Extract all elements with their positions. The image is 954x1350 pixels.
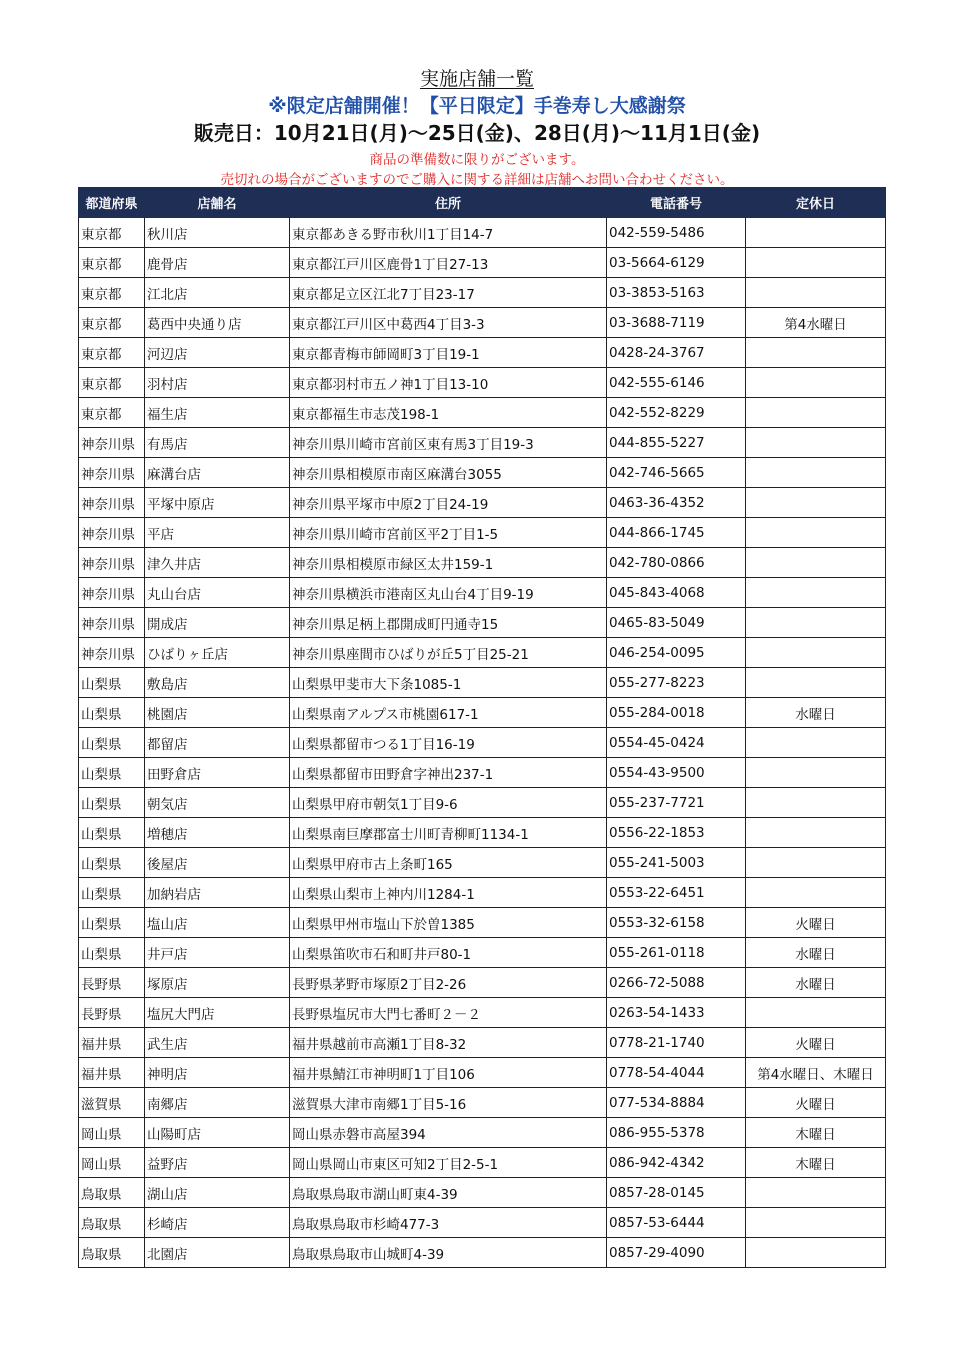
phone-cell: 077-534-8884 — [607, 1088, 746, 1118]
store-name-cell: 後屋店 — [145, 848, 290, 878]
table-row — [79, 248, 886, 278]
campaign-subtitle: ※限定店舗開催！【平日限定】手巻寿し大感謝祭 — [268, 95, 686, 117]
store-name-cell: 塩尻大門店 — [145, 998, 290, 1028]
inquiry-note: 売切れの場合がございますのでご購入に関する詳細は店舗へお問い合わせください。 — [220, 172, 734, 188]
holiday-cell — [746, 848, 886, 878]
store-name-cell: 益野店 — [145, 1148, 290, 1178]
store-name-cell: 田野倉店 — [145, 758, 290, 788]
phone-cell: 0857-28-0145 — [607, 1178, 746, 1208]
holiday-cell: 水曜日 — [746, 968, 886, 998]
prefecture-cell: 神奈川県 — [79, 578, 145, 608]
holiday-cell — [746, 608, 886, 638]
phone-cell: 0554-43-9500 — [607, 758, 746, 788]
prefecture-cell: 山梨県 — [79, 878, 145, 908]
holiday-cell — [746, 548, 886, 578]
phone-cell: 03-3853-5163 — [607, 278, 746, 308]
table-row — [79, 1178, 886, 1208]
table-row — [79, 338, 886, 368]
address-cell: 東京都あきる野市秋川1丁目14-7 — [290, 218, 607, 248]
address-cell: 東京都江戸川区鹿骨1丁目27-13 — [290, 248, 607, 278]
store-name-cell: 杉崎店 — [145, 1208, 290, 1238]
store-name-cell: 有馬店 — [145, 428, 290, 458]
address-cell: 神奈川県相模原市南区麻溝台3055 — [290, 458, 607, 488]
phone-cell: 0263-54-1433 — [607, 998, 746, 1028]
address-cell: 岡山県岡山市東区可知2丁目2-5-1 — [290, 1148, 607, 1178]
address-cell: 長野県塩尻市大門七番町２－２ — [290, 998, 607, 1028]
table-row — [79, 1088, 886, 1118]
phone-cell: 0857-53-6444 — [607, 1208, 746, 1238]
holiday-cell: 木曜日 — [746, 1148, 886, 1178]
address-cell: 山梨県都留市つる1丁目16-19 — [290, 728, 607, 758]
store-name-cell: 秋川店 — [145, 218, 290, 248]
phone-cell: 042-746-5665 — [607, 458, 746, 488]
store-name-cell: 都留店 — [145, 728, 290, 758]
phone-cell: 03-5664-6129 — [607, 248, 746, 278]
phone-cell: 055-284-0018 — [607, 698, 746, 728]
table-row — [79, 1148, 886, 1178]
table-row — [79, 1238, 886, 1268]
holiday-cell — [746, 668, 886, 698]
table-row — [79, 278, 886, 308]
prefecture-cell: 鳥取県 — [79, 1208, 145, 1238]
holiday-cell — [746, 488, 886, 518]
store-name-cell: 江北店 — [145, 278, 290, 308]
address-cell: 東京都福生市志茂198-1 — [290, 398, 607, 428]
prefecture-cell: 東京都 — [79, 218, 145, 248]
store-name-cell: 神明店 — [145, 1058, 290, 1088]
address-cell: 山梨県甲府市朝気1丁目9-6 — [290, 788, 607, 818]
holiday-cell: 第4水曜日 — [746, 308, 886, 338]
store-name-cell: 湖山店 — [145, 1178, 290, 1208]
table-row — [79, 908, 886, 938]
holiday-cell: 木曜日 — [746, 1118, 886, 1148]
table-row — [79, 758, 886, 788]
address-cell: 岡山県赤磐市高屋394 — [290, 1118, 607, 1148]
table-row — [79, 1028, 886, 1058]
table-row — [79, 998, 886, 1028]
phone-cell: 0554-45-0424 — [607, 728, 746, 758]
prefecture-cell: 福井県 — [79, 1058, 145, 1088]
table-row — [79, 728, 886, 758]
prefecture-cell: 岡山県 — [79, 1118, 145, 1148]
prefecture-cell: 山梨県 — [79, 698, 145, 728]
store-name-cell: 福生店 — [145, 398, 290, 428]
store-name-cell: 北園店 — [145, 1238, 290, 1268]
address-cell: 山梨県甲州市塩山下於曽1385 — [290, 908, 607, 938]
phone-cell: 042-780-0866 — [607, 548, 746, 578]
holiday-cell — [746, 788, 886, 818]
table-row — [79, 518, 886, 548]
table-row — [79, 488, 886, 518]
phone-cell: 03-3688-7119 — [607, 308, 746, 338]
address-cell: 東京都羽村市五ノ神1丁目13-10 — [290, 368, 607, 398]
holiday-cell: 水曜日 — [746, 938, 886, 968]
table-row — [79, 1118, 886, 1148]
table-row — [79, 668, 886, 698]
phone-cell: 0465-83-5049 — [607, 608, 746, 638]
prefecture-cell: 山梨県 — [79, 848, 145, 878]
table-row — [79, 638, 886, 668]
holiday-cell — [746, 998, 886, 1028]
address-cell: 山梨県南アルプス市桃園617-1 — [290, 698, 607, 728]
address-cell: 東京都足立区江北7丁目23-17 — [290, 278, 607, 308]
store-name-cell: 平店 — [145, 518, 290, 548]
store-name-cell: ひばりヶ丘店 — [145, 638, 290, 668]
header-phone: 電話番号 — [607, 188, 746, 218]
phone-cell: 0857-29-4090 — [607, 1238, 746, 1268]
phone-cell: 044-855-5227 — [607, 428, 746, 458]
prefecture-cell: 東京都 — [79, 248, 145, 278]
prefecture-cell: 鳥取県 — [79, 1178, 145, 1208]
address-cell: 神奈川県横浜市港南区丸山台4丁目9-19 — [290, 578, 607, 608]
phone-cell: 055-261-0118 — [607, 938, 746, 968]
address-cell: 山梨県甲府市古上条町165 — [290, 848, 607, 878]
address-cell: 鳥取県鳥取市杉崎477-3 — [290, 1208, 607, 1238]
store-name-cell: 井戸店 — [145, 938, 290, 968]
address-cell: 神奈川県川崎市宮前区東有馬3丁目19-3 — [290, 428, 607, 458]
sale-dates: 販売日：10月21日(月)～25日(金)、28日(月)～11月1日(金) — [193, 121, 761, 145]
store-name-cell: 羽村店 — [145, 368, 290, 398]
store-name-cell: 桃園店 — [145, 698, 290, 728]
address-cell: 神奈川県平塚市中原2丁目24-19 — [290, 488, 607, 518]
holiday-cell: 第4水曜日、木曜日 — [746, 1058, 886, 1088]
prefecture-cell: 神奈川県 — [79, 638, 145, 668]
phone-cell: 046-254-0095 — [607, 638, 746, 668]
address-cell: 神奈川県相模原市緑区太井159-1 — [290, 548, 607, 578]
store-name-cell: 開成店 — [145, 608, 290, 638]
store-name-cell: 武生店 — [145, 1028, 290, 1058]
table-body — [79, 218, 886, 1268]
prefecture-cell: 神奈川県 — [79, 488, 145, 518]
prefecture-cell: 岡山県 — [79, 1148, 145, 1178]
holiday-cell — [746, 518, 886, 548]
holiday-cell — [746, 1208, 886, 1238]
address-cell: 東京都青梅市師岡町3丁目19-1 — [290, 338, 607, 368]
holiday-cell — [746, 878, 886, 908]
prefecture-cell: 山梨県 — [79, 938, 145, 968]
table-row — [79, 428, 886, 458]
phone-cell: 0428-24-3767 — [607, 338, 746, 368]
prefecture-cell: 神奈川県 — [79, 428, 145, 458]
holiday-cell — [746, 368, 886, 398]
phone-cell: 042-555-6146 — [607, 368, 746, 398]
store-name-cell: 麻溝台店 — [145, 458, 290, 488]
store-name-cell: 塚原店 — [145, 968, 290, 998]
address-cell: 神奈川県座間市ひばりが丘5丁目25-21 — [290, 638, 607, 668]
address-cell: 福井県越前市高瀬1丁目8-32 — [290, 1028, 607, 1058]
holiday-cell — [746, 278, 886, 308]
table-row — [79, 878, 886, 908]
holiday-cell — [746, 1178, 886, 1208]
address-cell: 鳥取県鳥取市山城町4-39 — [290, 1238, 607, 1268]
holiday-cell — [746, 578, 886, 608]
table-row — [79, 938, 886, 968]
prefecture-cell: 東京都 — [79, 368, 145, 398]
holiday-cell — [746, 218, 886, 248]
store-name-cell: 葛西中央通り店 — [145, 308, 290, 338]
holiday-cell — [746, 638, 886, 668]
store-name-cell: 増穂店 — [145, 818, 290, 848]
address-cell: 山梨県南巨摩郡富士川町青柳町1134-1 — [290, 818, 607, 848]
table-row — [79, 968, 886, 998]
table-row — [79, 608, 886, 638]
address-cell: 東京都江戸川区中葛西4丁目3-3 — [290, 308, 607, 338]
table-header-row — [79, 188, 886, 218]
store-name-cell: 河辺店 — [145, 338, 290, 368]
store-name-cell: 平塚中原店 — [145, 488, 290, 518]
phone-cell: 0553-22-6451 — [607, 878, 746, 908]
table-row — [79, 698, 886, 728]
store-name-cell: 南郷店 — [145, 1088, 290, 1118]
phone-cell: 042-559-5486 — [607, 218, 746, 248]
holiday-cell — [746, 818, 886, 848]
holiday-cell: 火曜日 — [746, 1088, 886, 1118]
phone-cell: 055-237-7721 — [607, 788, 746, 818]
prefecture-cell: 山梨県 — [79, 788, 145, 818]
prefecture-cell: 福井県 — [79, 1028, 145, 1058]
table-row — [79, 368, 886, 398]
header-prefecture: 都道府県 — [79, 188, 145, 218]
phone-cell: 0463-36-4352 — [607, 488, 746, 518]
phone-cell: 0778-54-4044 — [607, 1058, 746, 1088]
page-title: 実施店舗一覧 — [419, 68, 534, 90]
prefecture-cell: 山梨県 — [79, 728, 145, 758]
address-cell: 長野県茅野市塚原2丁目2-26 — [290, 968, 607, 998]
table-row — [79, 548, 886, 578]
store-name-cell: 加納岩店 — [145, 878, 290, 908]
address-cell: 山梨県山梨市上神内川1284-1 — [290, 878, 607, 908]
address-cell: 山梨県笛吹市石和町井戸80-1 — [290, 938, 607, 968]
prefecture-cell: 長野県 — [79, 998, 145, 1028]
store-name-cell: 鹿骨店 — [145, 248, 290, 278]
prefecture-cell: 神奈川県 — [79, 608, 145, 638]
table-row — [79, 848, 886, 878]
phone-cell: 042-552-8229 — [607, 398, 746, 428]
prefecture-cell: 東京都 — [79, 278, 145, 308]
phone-cell: 0553-32-6158 — [607, 908, 746, 938]
address-cell: 滋賀県大津市南郷1丁目5-16 — [290, 1088, 607, 1118]
stock-note: 商品の準備数に限りがございます。 — [369, 152, 585, 168]
phone-cell: 0266-72-5088 — [607, 968, 746, 998]
address-cell: 福井県鯖江市神明町1丁目106 — [290, 1058, 607, 1088]
holiday-cell — [746, 728, 886, 758]
prefecture-cell: 山梨県 — [79, 758, 145, 788]
prefecture-cell: 滋賀県 — [79, 1088, 145, 1118]
phone-cell: 086-955-5378 — [607, 1118, 746, 1148]
phone-cell: 055-277-8223 — [607, 668, 746, 698]
store-name-cell: 津久井店 — [145, 548, 290, 578]
address-cell: 神奈川県川崎市宮前区平2丁目1-5 — [290, 518, 607, 548]
prefecture-cell: 東京都 — [79, 398, 145, 428]
address-cell: 山梨県甲斐市大下条1085-1 — [290, 668, 607, 698]
prefecture-cell: 山梨県 — [79, 668, 145, 698]
holiday-cell — [746, 398, 886, 428]
store-table — [78, 187, 886, 1268]
header-store-name: 店舗名 — [145, 188, 290, 218]
prefecture-cell: 鳥取県 — [79, 1238, 145, 1268]
holiday-cell: 水曜日 — [746, 698, 886, 728]
address-cell: 山梨県都留市田野倉字神出237-1 — [290, 758, 607, 788]
prefecture-cell: 東京都 — [79, 338, 145, 368]
prefecture-cell: 山梨県 — [79, 818, 145, 848]
holiday-cell — [746, 758, 886, 788]
table-row — [79, 1058, 886, 1088]
table-row — [79, 308, 886, 338]
holiday-cell: 火曜日 — [746, 908, 886, 938]
store-name-cell: 丸山台店 — [145, 578, 290, 608]
header-holiday: 定休日 — [746, 188, 886, 218]
prefecture-cell: 東京都 — [79, 308, 145, 338]
prefecture-cell: 神奈川県 — [79, 518, 145, 548]
phone-cell: 055-241-5003 — [607, 848, 746, 878]
store-name-cell: 塩山店 — [145, 908, 290, 938]
phone-cell: 045-843-4068 — [607, 578, 746, 608]
prefecture-cell: 神奈川県 — [79, 458, 145, 488]
table-row — [79, 458, 886, 488]
phone-cell: 044-866-1745 — [607, 518, 746, 548]
table-row — [79, 398, 886, 428]
phone-cell: 0778-21-1740 — [607, 1028, 746, 1058]
prefecture-cell: 山梨県 — [79, 908, 145, 938]
address-cell: 神奈川県足柄上郡開成町円通寺15 — [290, 608, 607, 638]
holiday-cell — [746, 248, 886, 278]
phone-cell: 0556-22-1853 — [607, 818, 746, 848]
header-address: 住所 — [290, 188, 607, 218]
holiday-cell — [746, 338, 886, 368]
table-row — [79, 218, 886, 248]
store-name-cell: 朝気店 — [145, 788, 290, 818]
phone-cell: 086-942-4342 — [607, 1148, 746, 1178]
table-row — [79, 578, 886, 608]
address-cell: 鳥取県鳥取市湖山町東4-39 — [290, 1178, 607, 1208]
table-row — [79, 1208, 886, 1238]
holiday-cell: 火曜日 — [746, 1028, 886, 1058]
prefecture-cell: 長野県 — [79, 968, 145, 998]
holiday-cell — [746, 458, 886, 488]
holiday-cell — [746, 428, 886, 458]
prefecture-cell: 神奈川県 — [79, 548, 145, 578]
table-row — [79, 818, 886, 848]
table-row — [79, 788, 886, 818]
holiday-cell — [746, 1238, 886, 1268]
store-name-cell: 山陽町店 — [145, 1118, 290, 1148]
store-name-cell: 敷島店 — [145, 668, 290, 698]
